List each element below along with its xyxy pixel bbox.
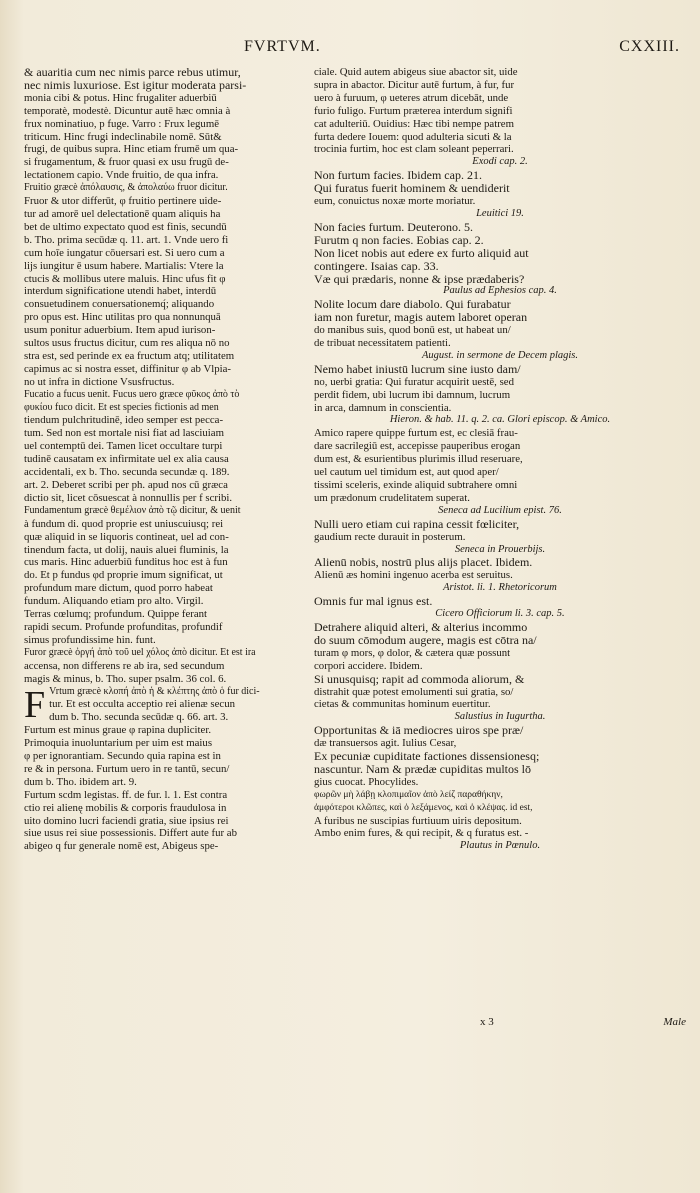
line-text: supra in abactor. Dicitur autē furtum, à fur, fur [314, 78, 515, 91]
line-text: accensa, non differens re ab ira, sed secundum [24, 659, 225, 672]
line-text: tiendum pulchritudinē, ideo semper est pecca- [24, 414, 224, 427]
line-text: magis & minus, b. Tho. super psalm. 36 col. 6. [24, 672, 227, 685]
text-line [314, 337, 686, 350]
line-text: tudinē causatam ex infirmitate uel ex alia causa [24, 453, 229, 466]
text-line [24, 324, 302, 337]
text-line [24, 453, 302, 466]
line-text: de tribuat necessitatem patienti. [314, 337, 451, 350]
text-line [314, 595, 686, 608]
line-text: profundum mare dictum, quod porro habeat [24, 582, 213, 595]
line-text: uel cautum uel timidum est, aut quod aper/ [314, 466, 499, 479]
line-text: cietas & communitas hominum euertitur. [314, 698, 491, 711]
line-text: Cicero Officiorum li. 3. cap. 5. [435, 608, 565, 620]
line-text: Ex pecuniæ cupiditate factiones dissensionesq; [314, 750, 540, 763]
line-text: dum b. Tho. ibidem art. 9. [24, 775, 137, 788]
text-line [24, 427, 302, 440]
citation-heading [314, 350, 686, 363]
line-text: Furtum scdm legistas. ff. de fur. l. 1. Est contra [24, 788, 228, 801]
page-header [24, 38, 680, 64]
text-line [24, 234, 302, 247]
line-text: Salustius in Iugurtha. [454, 711, 546, 723]
line-text: Non furtum facies. Ibidem cap. 21. [314, 169, 482, 183]
line-text: um prædonum crudelitatem superat. [314, 491, 470, 504]
text-line [314, 234, 686, 247]
line-text: dictio sit, licet cōsuescat à nonnullis per f scribi. [24, 491, 233, 504]
line-text: do manibus suis, quod bonū est, ut habeat un/ [314, 324, 511, 337]
line-text: Furutm q non facies. Eobias cap. 2. [314, 233, 484, 247]
text-line [314, 298, 686, 311]
running-title: FVRTVM. [244, 38, 321, 55]
text-line [314, 466, 686, 479]
line-text: ctio rei alienę mobilis & corporis fraudulosa in [24, 801, 227, 814]
text-line [24, 544, 302, 557]
text-line [314, 518, 686, 531]
line-text: Seneca in Prouerbijs. [454, 543, 546, 555]
text-line [24, 608, 302, 621]
line-text: dæ transuersos agit. Iulius Cesar, [314, 737, 457, 750]
line-text: Furtum est minus graue φ rapina dupliciter. [24, 724, 212, 737]
text-line [314, 195, 686, 208]
text-line [24, 556, 302, 569]
line-text: tinendum facta, ut dolij, nauis aluei fluminis, la [24, 543, 229, 556]
text-line [24, 402, 302, 415]
text-line [24, 131, 302, 144]
line-text: Nolite locum dare diabolo. Qui furabatur [314, 298, 511, 312]
line-text: August. in sermone de Decem plagis. [421, 349, 578, 361]
citation-heading [314, 156, 686, 169]
text-line [24, 479, 302, 492]
signature-mark: x 3 [480, 1016, 494, 1028]
line-text: Aristot. li. 1. Rhetoricorum [443, 582, 557, 594]
text-line [24, 750, 302, 763]
right-text-column [314, 66, 686, 853]
line-text: Non facies furtum. Deuterono. 5. [314, 220, 473, 234]
folio-number: CXXIII. [619, 38, 680, 55]
line-text: siue usus rei siue possessionis. Differt aute fur ab [24, 827, 238, 840]
line-text: à fundum di. quod proprie est uniuscuiusq; rei [24, 517, 224, 530]
text-line [24, 273, 302, 286]
text-line [314, 827, 686, 840]
text-line [24, 79, 302, 92]
text-line [24, 531, 302, 544]
line-text: simus profundissime hin. funt. [24, 633, 156, 646]
line-text: no, uerbi gratia: Qui furatur acquirit uestē, sed [314, 375, 514, 388]
text-line [314, 118, 686, 131]
text-line [24, 195, 302, 208]
text-line [314, 427, 686, 440]
text-line [24, 285, 302, 298]
text-line [24, 221, 302, 234]
line-text: gaudium recte durauit in posterum. [314, 530, 466, 543]
line-text: tur ad amorē uel delectationē quam aliquis ha [24, 207, 221, 220]
line-text: temporatè, modestè. Dicuntur autē hæc omnia à [24, 104, 231, 117]
line-text: Alienū nobis, nostrū plus alijs placet. Ibidem. [314, 556, 533, 570]
line-text: Primoquia inuoluntarium per uim est maius [24, 737, 213, 750]
text-line [314, 453, 686, 466]
text-line [24, 569, 302, 582]
text-line [24, 660, 302, 673]
text-line [24, 169, 302, 182]
text-line [314, 815, 686, 828]
line-text: turam φ mors, φ dolor, & cætera quæ possunt [314, 646, 511, 659]
text-line [24, 737, 302, 750]
line-text: Seneca ad Lucilium epist. 76. [438, 504, 562, 516]
text-line [314, 169, 686, 182]
text-line [314, 556, 686, 569]
line-text: rapidi secum. Profunde profunditas, profundif [24, 620, 223, 633]
text-line [314, 802, 686, 815]
line-text: & auaritia cum nec nimis parce rebus utimur, [24, 66, 241, 79]
text-line [24, 66, 302, 79]
line-text: eum, conuictus noxæ morte moriatur. [314, 195, 476, 208]
line-text: dum est, & esurientibus plurimis illud reseruare, [314, 453, 523, 466]
catchword: Male [663, 1016, 686, 1028]
text-line [314, 479, 686, 492]
line-text: Fruitio græcè ἀπόλαυσις, & ἀπολαύω fruor dicitur. [24, 182, 228, 194]
text-line [24, 208, 302, 221]
text-line [314, 273, 686, 286]
line-text: trocinia furtim, hoc est clam soleant peperrari. [314, 143, 514, 156]
line-text: dare sacrilegiū est, accepisse pauperibus erogan [314, 440, 521, 453]
line-text: Leuitici 19. [476, 207, 524, 219]
line-text: Fruor & utor differūt, φ fruitio pertinere uide- [24, 195, 222, 208]
text-line [314, 131, 686, 144]
line-text: no ut infra in dictione Vsusfructus. [24, 375, 175, 388]
citation-heading [314, 840, 686, 853]
line-text: corpori accidere. Ibidem. [314, 659, 423, 672]
line-text: do. Et p fundus φd proprie imum significat, ut [24, 569, 223, 582]
line-text: nec nimis luxuriose. Est igitur moderata parsi- [24, 78, 247, 92]
text-line [24, 518, 302, 531]
drop-cap-initial: F [24, 683, 46, 726]
line-text: interdum significatione utendi habet, interdū [24, 285, 217, 298]
line-text: Qui furatus fuerit hominem & uendiderit [314, 182, 510, 196]
text-line [314, 621, 686, 634]
text-line [314, 750, 686, 763]
line-text: usum ponitur aduerbium. Item apud iurison- [24, 324, 216, 337]
text-line [24, 298, 302, 311]
citation-heading [314, 711, 686, 724]
line-text: Plautus in Pœnulo. [459, 840, 541, 852]
text-line [24, 595, 302, 608]
line-text: bet de ultimo expectato quod est finis, secundū [24, 220, 227, 233]
text-line [314, 698, 686, 711]
text-line [314, 105, 686, 118]
line-text: φ per ignorantiam. Secundo quia rapina est in [24, 750, 221, 763]
line-text: si frugamentum, & fruor quasi ex usu frugū de- [24, 156, 229, 169]
text-line [24, 389, 302, 402]
page-footer [480, 1016, 686, 1036]
text-line [314, 531, 686, 544]
text-line [24, 440, 302, 453]
text-line [24, 337, 302, 350]
text-line [24, 92, 302, 105]
text-line [24, 815, 302, 828]
line-text: lijs iungitur ē usum habere. Martialis: Vtere la [24, 259, 224, 272]
text-line [24, 105, 302, 118]
line-text: tur. Et est occulta acceptio rei alienæ secun [49, 698, 236, 711]
text-line [24, 724, 302, 737]
line-text: dum b. Tho. secunda secūdæ q. 66. art. 3. [49, 711, 229, 724]
line-text: Opportunitas & iā mediocres uiros spe præ/ [314, 724, 524, 738]
citation-heading [314, 544, 686, 557]
line-text: lectationem capio. Vnde fruitio, de qua infra. [24, 169, 219, 182]
text-line [314, 260, 686, 273]
text-line [314, 92, 686, 105]
line-text: capimus ac si nostra esset, diffinitur φ ab Vlpia- [24, 362, 232, 375]
text-line [24, 505, 302, 518]
line-text: Alienū æs homini ingenuo acerba est seruitus. [314, 569, 513, 582]
line-text: Furor græcè ὀργή ἀπὸ τοῦ uel χόλος ἀπὸ dicitur. Et est ira [24, 646, 256, 658]
text-line [314, 66, 686, 79]
line-text: b. Tho. prima secūdæ q. 11. art. 1. Vnde uero fi [24, 233, 229, 246]
line-text: cum hoīe iungatur cōuersari est. Si uero cum a [24, 246, 225, 259]
text-line [24, 143, 302, 156]
text-line [314, 647, 686, 660]
line-text: frux nominatiuo, p fuge. Varro : Frux legumē [24, 117, 220, 130]
text-line [24, 647, 302, 660]
line-text: Non licet nobis aut edere ex furto aliquid aut [314, 246, 529, 260]
line-text: art. 2. Deberet scribi per ph. apud nos cū græca [24, 479, 228, 491]
text-line [314, 492, 686, 505]
line-text: consuetudinem conuersationemq́; aliquando [24, 298, 215, 311]
line-text: Amico rapere quippe furtum est, ec clesiā frau- [314, 427, 518, 440]
text-line [24, 840, 302, 853]
text-line [24, 673, 302, 686]
line-text: nascuntur. Nam & prædæ cupiditas multos lō [314, 762, 531, 776]
line-text: Detrahere aliquid alteri, & alterius incommo [314, 620, 528, 634]
text-line [24, 621, 302, 634]
text-line [314, 389, 686, 402]
text-line [314, 724, 686, 737]
line-text: do suum cōmodum augere, magis est cōtra na/ [314, 633, 537, 647]
line-text: monia cibi & potus. Hinc frugaliter aduerbiū [24, 91, 217, 104]
line-text: Exodi cap. 2. [472, 156, 528, 168]
line-text: uel contemptū dei. Tamen licet occultare turpi [24, 440, 223, 453]
citation-heading [314, 414, 686, 427]
text-line [314, 776, 686, 789]
text-line [24, 802, 302, 815]
text-line [314, 324, 686, 337]
citation-heading [314, 608, 686, 621]
text-line [314, 311, 686, 324]
text-line [24, 414, 302, 427]
text-line [24, 350, 302, 363]
line-text: stra est, sed perinde ex ea fructum atq; utilitatem [24, 349, 235, 362]
text-line [314, 763, 686, 776]
line-text: furta dedere Iouem: quod adulteria sicuti & la [314, 130, 512, 143]
text-line [24, 789, 302, 802]
line-text: φυκίου fuco dicit. Et est species fictionis ad men [24, 401, 219, 413]
line-text: Vrtum græcè κλοπή ἀπὸ ἡ & κλέπτης ἀπὸ ὁ fur dici- [49, 685, 260, 697]
line-text: furio fuligo. Furtum præterea interdum signifi [314, 104, 513, 117]
text-line [49, 686, 302, 699]
text-line [24, 582, 302, 595]
citation-heading [314, 582, 686, 595]
text-line [314, 221, 686, 234]
text-line [24, 260, 302, 273]
line-text: Paulus ad Ephesios cap. 4. [443, 285, 557, 297]
citation-heading [314, 505, 686, 518]
text-line [314, 789, 686, 802]
line-text: perdit fidem, ubi lucrum ibi damnum, lucrum [314, 388, 511, 401]
line-text: Nemo habet iniustū lucrum sine iusto dam/ [314, 362, 521, 376]
line-text: Nulli uero etiam cui rapina cessit fœliciter, [314, 517, 520, 531]
line-text: tum. Sed non est mortale nisi fiat ad lasciuiam [24, 427, 225, 440]
line-text: frugi, de quibus supra. Hinc etiam frumē um qua- [24, 143, 239, 156]
text-line [24, 827, 302, 840]
text-line [24, 376, 302, 389]
line-text: in arca, damnum in conscientia. [314, 401, 452, 414]
text-line [314, 660, 686, 673]
text-line [314, 402, 686, 415]
line-text: A furibus ne suscipias furtiuum uiris depositum. [314, 814, 522, 827]
text-line [24, 182, 302, 195]
line-text: accidentali, ex b. Tho. secunda secundæ q. 189. [24, 466, 230, 479]
citation-heading [314, 285, 686, 298]
text-line [24, 763, 302, 776]
line-text: Hieron. & hab. 11. q. 2. ca. Glori episcop. & Amico. [389, 414, 611, 426]
line-text: φωρῶν μὴ λάβῃ κλοπιμαῖον ἀπὸ λείζ παραθήκην, [314, 789, 503, 800]
text-line [314, 376, 686, 389]
line-text: fundum. Aliquando etiam pro alto. Virgil. [24, 595, 204, 608]
line-text: Si unusquisq; rapit ad commoda aliorum, & [314, 672, 525, 686]
line-text: Væ qui prædaris, nonne & ipse prædaberis? [314, 272, 525, 286]
text-line [314, 634, 686, 647]
line-text: Fucatio a fucus uenit. Fucus uero græce φῦκος ἀπὸ τὸ [24, 388, 240, 400]
text-line [24, 776, 302, 789]
line-text: re & in persona. Furtum uero in re tantū, secun/ [24, 762, 230, 775]
line-text: gius cuocat. Phocylides. [314, 775, 419, 788]
text-line [314, 143, 686, 156]
line-text: pro opus est. Hinc utilitas pro qua nonnunquā [24, 311, 221, 324]
line-text: contingere. Isaias cap. 33. [314, 259, 439, 273]
line-text: cat adulteriū. Ouidius: Hæc tibi nempe patrem [314, 117, 514, 130]
line-text: distrahit quæ potest emolumenti sui gratia, so/ [314, 685, 514, 698]
line-text: sultos usus fructus dicitur, cum res aliqua nō no [24, 337, 230, 350]
text-line [314, 440, 686, 453]
text-line [314, 673, 686, 686]
text-line [24, 118, 302, 131]
text-line [49, 698, 302, 711]
text-line [314, 247, 686, 260]
text-line [314, 737, 686, 750]
line-text: ctucis & mollibus utere maluis. Hinc ufus fit φ [24, 272, 226, 285]
line-text: Omnis fur mal ignus est. [314, 595, 433, 609]
text-line [24, 466, 302, 479]
text-line [24, 311, 302, 324]
line-text: ciale. Quid autem abigeus siue abactor sit, uide [314, 66, 518, 78]
text-line [314, 182, 686, 195]
line-text: uito domino lucri faciendi gratia, siue ipsius rei [24, 814, 229, 827]
line-text: Fundamentum græcè θεμέλιον ἀπὸ τῷ dicitur, & uenit [24, 504, 241, 516]
text-line [314, 79, 686, 92]
line-text: Terras cœlumq; profundum. Quippe ferant [24, 608, 208, 621]
left-text-column [24, 66, 302, 853]
line-text: ἀμφότεροι κλῶπες, καὶ ὁ λεξάμενος, καὶ ὁ κλέψας. id est, [314, 802, 533, 813]
line-text: quæ aliquid in se liquoris contineat, uel ad con- [24, 530, 229, 543]
text-line [314, 686, 686, 699]
line-text: Ambo enim fures, & qui recipit, & q furatus est. - [314, 827, 529, 840]
text-line [24, 492, 302, 505]
line-text: triticum. Hinc frugi indeclinabile nomē. Sūt& [24, 130, 222, 143]
text-line [314, 569, 686, 582]
text-line [24, 247, 302, 260]
text-line [24, 156, 302, 169]
line-text: tissimi sceleris, exinde aliquid subtrahere omni [314, 479, 518, 491]
line-text: cus maris. Hinc aduerbiū funditus hoc est à fun [24, 556, 228, 569]
text-line [24, 363, 302, 376]
line-text: uero à furuum, φ ueteres atrum dicebāt, unde [314, 91, 509, 104]
text-line [49, 711, 302, 724]
line-text: iam non furetur, magis autem laboret operan [314, 311, 528, 325]
text-line [24, 634, 302, 647]
line-text: abigeo q fur generale nomē est, Abigeus spe- [24, 840, 219, 853]
citation-heading [314, 208, 686, 221]
text-line [314, 363, 686, 376]
